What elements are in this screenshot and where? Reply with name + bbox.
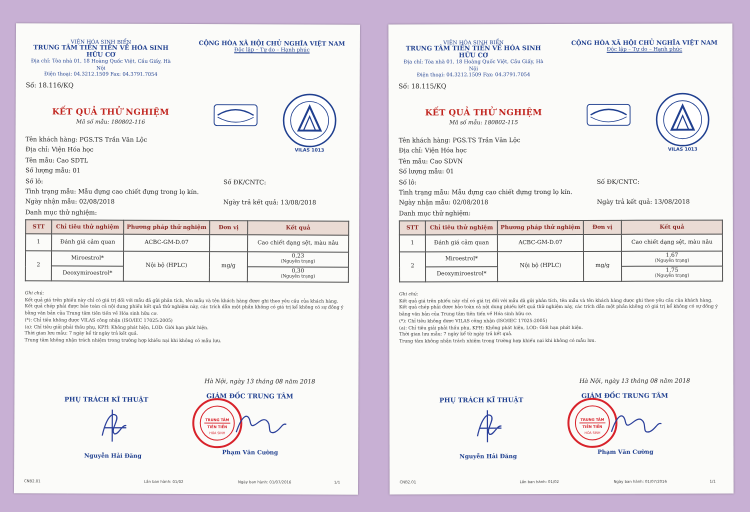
header-method: Phương pháp thử nghiệm xyxy=(497,220,583,234)
note-line: Kết quả chép phải được bảo toàn cả nội dung phiếu kết quả thử nghiệm này, các trích dẫn một phần không có giá trị kể không có sự đồng ý bằng văn bản của Trung tâm tiên tiến về Hóa sinh hữu cơ. xyxy=(24,304,344,317)
cell-stt: 1 xyxy=(26,234,52,251)
national-header xyxy=(192,40,352,55)
page-number: 1/1 xyxy=(334,479,341,485)
institute-header xyxy=(26,39,176,78)
note-line: Kết quả chép phải được bảo toàn cả nội dung phiếu kết quả thử nghiệm này, các trích dẫn một phần không có giá trị kể không có sự đồng ý bằng văn bản của Trung tâm tiên tiến về Hóa sinh hữu cơ. xyxy=(399,304,718,318)
ilac-mra-logo xyxy=(587,104,631,126)
document-footer xyxy=(24,478,348,485)
note-line: Trung tâm không nhận trách nhiệm trong trường hợp khiếu nại khi không có mẫu lưu. xyxy=(24,338,222,345)
address-line: Địa chỉ: Viện Hóa học xyxy=(398,147,467,155)
cell-stt: 2 xyxy=(399,252,425,282)
note-line: Trung tâm không nhận trách nhiệm trong trường hợp khiếu nại khi không có mẫu lưu. xyxy=(399,338,597,345)
national-motto: Độc lập – Tự do – Hạnh phúc xyxy=(606,46,683,53)
sample-qty-line: Số lượng mẫu: 01 xyxy=(25,167,81,175)
return-date: Ngày trả kết quả: 13/08/2018 xyxy=(596,199,690,207)
cell-method: ACBC-GM-D.07 xyxy=(497,234,583,251)
document-number: Số: 18.116/KQ xyxy=(25,81,74,90)
header-result: Kết quả xyxy=(248,221,349,235)
lot-label: Số lô: xyxy=(398,178,417,186)
national-header xyxy=(564,40,724,54)
institute-address: Địa chỉ: Tòa nhà 01, 18 Hoàng Quốc Việt, Cầu Giấy, Hà Nội xyxy=(30,58,171,72)
result-value: 0,30 xyxy=(291,268,305,275)
cell-result: Cao chiết dạng sệt, màu nâu xyxy=(248,235,349,252)
director-signature xyxy=(230,408,290,444)
center-name: TRUNG TÂM TIỀN TIẾN VỀ HÓA SINH HỮU CƠ xyxy=(405,45,542,60)
cell-unit: mg/g xyxy=(583,251,621,281)
notes-block xyxy=(25,291,349,346)
customer-line: Tên khách hàng: PGS.TS Trần Văn Lộc xyxy=(25,136,148,144)
sample-info xyxy=(399,136,725,220)
sample-code: Mã số mẫu: 180802-115 xyxy=(449,120,519,127)
page-number: 1/1 xyxy=(709,478,716,484)
issue-number: Lần ban hành: 01/02 xyxy=(144,478,184,484)
table-row xyxy=(26,234,349,252)
table-row xyxy=(25,251,348,267)
cell-criterion-miroestrol: Miroestrol* xyxy=(425,252,497,267)
cell-criterion-miroestrol: Miroestrol* xyxy=(51,251,123,266)
cell-result-deoxymiroestrol xyxy=(247,267,348,282)
cell-unit: mg/g xyxy=(209,252,247,282)
result-note: (Nguyên trạng) xyxy=(654,258,690,264)
registration-label: Số ĐK/CNTC: xyxy=(223,178,267,186)
svg-text:TRUNG TÂM: TRUNG TÂM xyxy=(205,418,230,423)
national-motto: Độc lập – Tự do – Hạnh phúc xyxy=(234,47,310,54)
cell-criterion-deoxymiroestrol: Deoxymiroestrol* xyxy=(426,267,498,282)
sample-state-line: Tình trạng mẫu: Mẫu đựng cao chiết đựng trong lọ kín. xyxy=(25,188,199,197)
test-report-sheet xyxy=(14,23,360,494)
ilac-mra-logo xyxy=(214,104,258,126)
header-stt: STT xyxy=(26,220,52,234)
sample-state-line: Tình trạng mẫu: Mẫu đựng cao chiết đựng trong lọ kín. xyxy=(398,188,573,197)
svg-text:HÓA SINH: HÓA SINH xyxy=(584,430,601,435)
table-header-row xyxy=(399,220,722,235)
registration-label: Số ĐK/CNTC: xyxy=(596,178,640,186)
cell-result-deoxymiroestrol xyxy=(622,266,723,281)
institute-name: VIỆN HÓA SINH BIỂN xyxy=(443,40,504,47)
result-note: (Nguyên trạng) xyxy=(654,273,690,279)
cell-unit xyxy=(583,234,621,251)
institute-name: VIỆN HÓA SINH BIỂN xyxy=(70,39,132,46)
cell-criterion-deoxymiroestrol: Deoxymiroestrol* xyxy=(51,266,123,281)
institute-header xyxy=(398,40,548,79)
institute-phone: Điện thoại: 04.3212.1509 Fax: 04.3791.7054 xyxy=(416,72,531,79)
form-code: CNB2.01 xyxy=(24,478,41,484)
sample-name-line: Tên mẫu: Cao SDVN xyxy=(398,158,463,166)
notes-heading: Ghi chú: xyxy=(399,292,419,298)
cell-result-miroestrol xyxy=(247,252,348,267)
customer-line: Tên khách hàng: PGS.TS Trần Văn Lộc xyxy=(398,137,521,145)
vilas-number: VILAS 1013 xyxy=(667,147,698,153)
results-table xyxy=(399,220,723,283)
svg-text:TIÊN TIẾN: TIÊN TIẾN xyxy=(207,425,228,430)
table-row xyxy=(399,234,722,252)
note-line: (*): Chỉ tiêu không được VILAS công nhận (ISO/IEC 17025:2005) xyxy=(399,318,548,325)
technical-head-name: Nguyễn Hải Đăng xyxy=(84,453,142,460)
notes-heading: Ghi chú: xyxy=(24,291,45,297)
notes-block xyxy=(399,292,723,346)
sample-name-line: Tên mẫu: Cao SDTL xyxy=(25,157,89,165)
sample-code: Mã số mẫu: 180802-116 xyxy=(76,119,146,126)
cell-criterion: Đánh giá cảm quan xyxy=(425,235,497,252)
report-title: KẾT QUẢ THỬ NGHIỆM xyxy=(425,107,543,118)
center-name: TRUNG TÂM TIỀN TIẾN VỀ HÓA SINH HỮU CƠ xyxy=(33,44,169,59)
header-stt: STT xyxy=(399,221,425,235)
header-unit: Đơn vị xyxy=(583,220,621,234)
country-name: CỘNG HÒA XÃ HỘI CHỦ NGHĨA VIỆT NAM xyxy=(198,40,346,48)
address-line: Địa chỉ: Viện Hóa học xyxy=(25,146,94,154)
test-report-sheet xyxy=(388,24,733,495)
note-line: Kết quả giá trên phiếu này chỉ có giá trị đối với mẫu đã gửi phân tích, tên mẫu và tên khách hàng được ghi theo yêu cầu của khách hàng. xyxy=(399,298,713,305)
note-line: (*): Chỉ tiêu không được VILAS công nhận (ISO/IEC 17025:2005) xyxy=(24,318,173,324)
note-line: Thời gian lưu mẫu: 7 ngày kể từ ngày trả kết quả. xyxy=(399,332,513,338)
received-date: Ngày nhận mẫu: 02/08/2018 xyxy=(398,199,489,207)
institute-address: Địa chỉ: Tòa nhà 01, 18 Hoàng Quốc Việt, Cầu Giấy, Hà Nội xyxy=(403,59,544,72)
results-table xyxy=(25,219,349,282)
sample-info xyxy=(25,135,351,220)
technical-head-title: PHỤ TRÁCH KĨ THUẬT xyxy=(64,395,149,404)
received-date: Ngày nhận mẫu: 02/08/2018 xyxy=(25,198,115,207)
director-signature xyxy=(605,408,665,444)
technical-head-title: PHỤ TRÁCH KĨ THUẬT xyxy=(439,396,524,405)
cell-method: ACBC-GM-D.07 xyxy=(124,234,210,251)
issue-number: Lần ban hành: 01/02 xyxy=(519,479,559,485)
signing-date: Hà Nội, ngày 13 tháng 08 năm 2018 xyxy=(204,378,316,386)
document-footer xyxy=(399,478,724,485)
note-line: Kết quả giá trên phiếu này chỉ có giá trị đối với mẫu đã gửi phân tích, tên mẫu và tên khách hàng được ghi theo yêu cầu của khách hàng. xyxy=(24,297,339,305)
result-value: 1,67 xyxy=(665,252,679,259)
technical-head-name: Nguyễn Hải Đăng xyxy=(459,454,517,461)
svg-text:TRUNG TÂM: TRUNG TÂM xyxy=(580,417,605,422)
result-note: (Nguyên trạng) xyxy=(280,274,316,280)
vilas-number: VILAS 1013 xyxy=(294,148,325,154)
header-criterion: Chỉ tiêu thử nghiệm xyxy=(425,221,497,235)
cell-method: Nội bộ (HPLC) xyxy=(497,251,583,281)
svg-text:TIÊN TIẾN: TIÊN TIẾN xyxy=(582,424,603,429)
return-date: Ngày trả kết quả: 13/08/2018 xyxy=(223,199,317,207)
sample-qty-line: Số lượng mẫu: 01 xyxy=(398,168,454,176)
issue-date: Ngày ban hành: 01/07/2016 xyxy=(613,478,667,484)
result-note: (Nguyên trạng) xyxy=(280,259,316,265)
table-header-row xyxy=(26,220,349,235)
cell-result-miroestrol xyxy=(621,251,722,266)
header-unit: Đơn vị xyxy=(210,221,248,235)
signing-date: Hà Nội, ngày 13 tháng 08 năm 2018 xyxy=(579,377,691,385)
test-list-label: Danh mục thử nghiệm: xyxy=(398,209,471,218)
form-code: CNB2.01 xyxy=(399,479,417,485)
note-line: (a): Chỉ tiêu giải phải thầu phụ, KPH: Không phát hiện, LOD: Giới hạn phát hiện. xyxy=(24,324,209,331)
header-method: Phương pháp thử nghiệm xyxy=(124,220,210,234)
director-title: GIÁM ĐỐC TRUNG TÂM xyxy=(581,391,669,400)
test-list-label: Danh mục thử nghiệm: xyxy=(25,209,98,217)
note-line: (a): Chỉ tiêu giải phải thầu phụ, KPH: Không phát hiện, LOD: Giới hạn phát hiện. xyxy=(399,325,583,331)
result-value: 0,23 xyxy=(291,253,305,260)
director-title: GIÁM ĐỐC TRUNG TÂM xyxy=(206,392,294,401)
issue-date: Ngày ban hành: 01/07/2016 xyxy=(238,479,292,485)
technical-head-signature xyxy=(92,406,136,446)
lot-label: Số lô: xyxy=(25,177,44,185)
cell-method: Nội bộ (HPLC) xyxy=(123,251,209,281)
svg-text:HÓA SINH: HÓA SINH xyxy=(209,431,226,436)
result-value: 1,75 xyxy=(665,267,679,274)
table-row xyxy=(399,251,722,267)
cell-unit xyxy=(210,235,248,252)
director-name: Phạm Văn Cường xyxy=(597,449,654,456)
institute-phone: Điện thoại: 04.3212.1509 Fax: 04.3791.7054 xyxy=(44,71,158,78)
report-title: KẾT QUẢ THỬ NGHIỆM xyxy=(52,106,170,117)
note-line: Thời gian lưu mẫu: 7 ngày kể từ ngày trả kết quả. xyxy=(24,331,138,338)
cell-stt: 1 xyxy=(399,235,425,252)
cell-stt: 2 xyxy=(25,251,51,281)
director-name: Phạm Văn Cường xyxy=(222,450,279,457)
country-name: CỘNG HÒA XÃ HỘI CHỦ NGHĨA VIỆT NAM xyxy=(571,39,718,47)
cell-result: Cao chiết dạng sệt, màu nâu xyxy=(621,234,722,251)
header-result: Kết quả xyxy=(621,220,722,234)
technical-head-signature xyxy=(467,406,511,446)
document-number: Số: 18.115/KQ xyxy=(398,82,447,91)
header-criterion: Chỉ tiêu thử nghiệm xyxy=(52,220,124,234)
cell-criterion: Đánh giá cảm quan xyxy=(52,234,124,251)
